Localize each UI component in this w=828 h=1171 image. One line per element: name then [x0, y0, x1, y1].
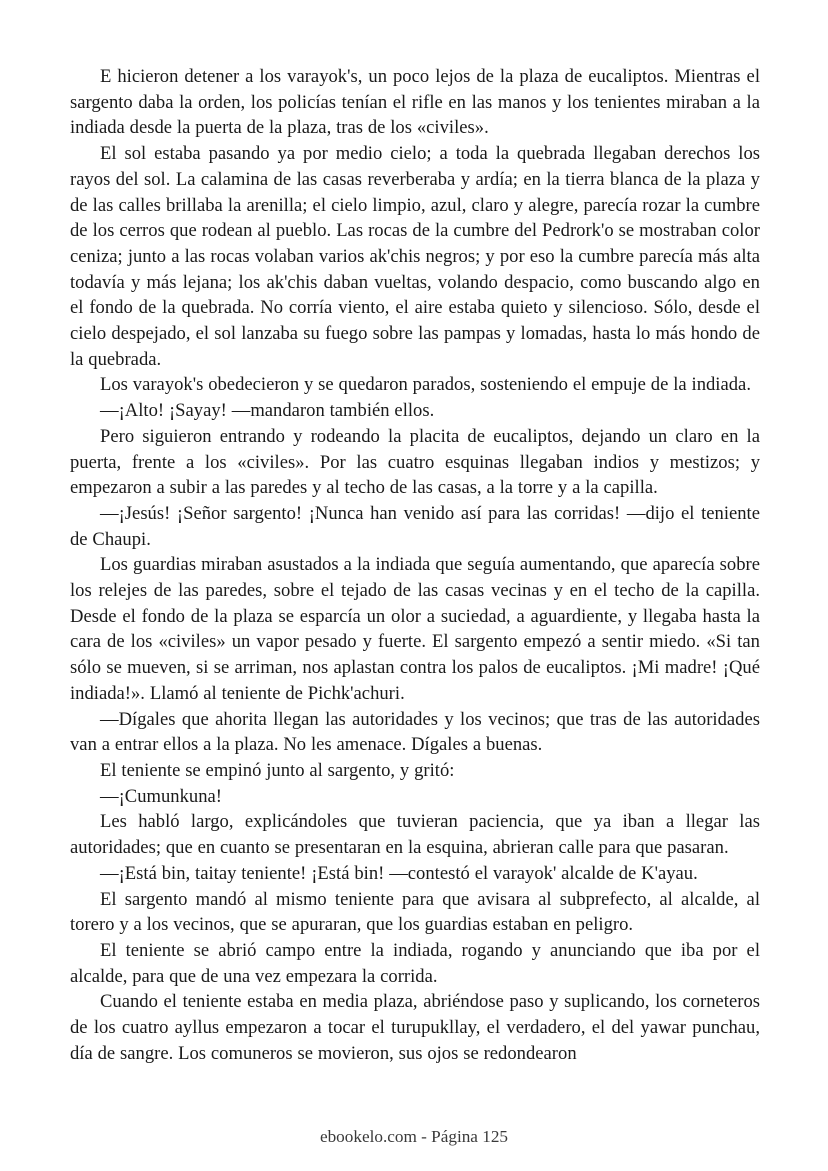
paragraph: Pero siguieron entrando y rodeando la placita de eucaliptos, dejando un claro en la puerta, frente a los «civiles». Por las cuatro esquinas llegaban indios y mestizos; y empezaron a subir a las paredes y al techo de las casas, a la torre y a la capilla. [70, 425, 760, 499]
paragraph: Los guardias miraban asustados a la indiada que seguía aumentando, que aparecía sobre los relejes de las paredes, sobre el tejado de las casas vecinas y en el techo de la capilla. Desde el fondo de la plaza se esparcía un olor a suciedad, a aguardiente, y llegaba hasta la cara de los «civiles» un vapor pesado y fuerte. El sargento empezó a sentir miedo. «Si tan sólo se mueven, si se arriman, nos aplastan contra los palos de eucaliptos. ¡Mi madre! ¡Qué indiada!». Llamó al teniente de Pichk'achuri. [70, 554, 760, 704]
paragraph: El sargento mandó al mismo teniente para que avisara al subprefecto, al alcalde, al torero y a los vecinos, que se apuraran, que los guardias estaban en peligro. [70, 888, 760, 936]
paragraph: E hicieron detener a los varayok's, un poco lejos de la plaza de eucaliptos. Mientras el sargento daba la orden, los policías tenían el rifle en las manos y los tenientes miraban a la indiada desde la puerta de la plaza, tras de los «civiles». [70, 66, 760, 139]
paragraph: El teniente se abrió campo entre la indiada, rogando y anunciando que iba por el alcalde, para que de una vez empezara la corrida. [70, 939, 760, 987]
page-text-body [70, 64, 760, 1066]
paragraph: Los varayok's obedecieron y se quedaron parados, sosteniendo el empuje de la indiada. [100, 374, 751, 396]
paragraph: —¡Cumunkuna! [100, 785, 222, 807]
paragraph: —¡Alto! ¡Sayay! —mandaron también ellos. [100, 400, 435, 422]
paragraph: —¡Está bin, taitay teniente! ¡Está bin! —contestó el varayok' alcalde de K'ayau. [100, 862, 698, 884]
paragraph: Cuando el teniente estaba en media plaza, abriéndose paso y suplicando, los corneteros de los cuatro ayllus empezaron a tocar el turupukllay, el verdadero, el del yawar punchau, día de sangre. Los comuneros se movieron, sus ojos se redondearon [70, 991, 760, 1064]
paragraph: —Dígales que ahorita llegan las autoridades y los vecinos; que tras de las autoridades van a entrar ellos a la plaza. No les amenace. Dígales a buenas. [70, 708, 760, 756]
paragraph: —¡Jesús! ¡Señor sargento! ¡Nunca han venido así para las corridas! —dijo el teniente de Chaupi. [70, 502, 760, 550]
paragraph: El sol estaba pasando ya por medio cielo; a toda la quebrada llegaban derechos los rayos del sol. La calamina de las casas reverberaba y ardía; en la tierra blanca de la plaza y de las calles brillaba la arenilla; el cielo limpio, azul, claro y alegre, parecía rozar la cumbre de los cerros que rodean al pueblo. Las rocas de la cumbre del Pedrork'o se mostraban color ceniza; junto a las rocas volaban varios ak'chis negros; y por eso la cumbre parecía más alta todavía y más lejana; los ak'chis daban vueltas, volando despacio, como buscando algo en el fondo de la quebrada. No corría viento, el aire estaba quieto y silencioso. Sólo, desde el cielo despejado, el sol lanzaba su fuego sobre las pampas y lomadas, hasta lo más hondo de la quebrada. [70, 143, 760, 370]
page-footer: ebookelo.com - Página 125 [319, 1127, 509, 1146]
paragraph: El teniente se empinó junto al sargento, y gritó: [100, 759, 455, 781]
paragraph: Les habló largo, explicándoles que tuvieran paciencia, que ya iban a llegar las autoridades; que en cuanto se presentaran en la esquina, abrieran calle para que pasaran. [70, 811, 760, 859]
